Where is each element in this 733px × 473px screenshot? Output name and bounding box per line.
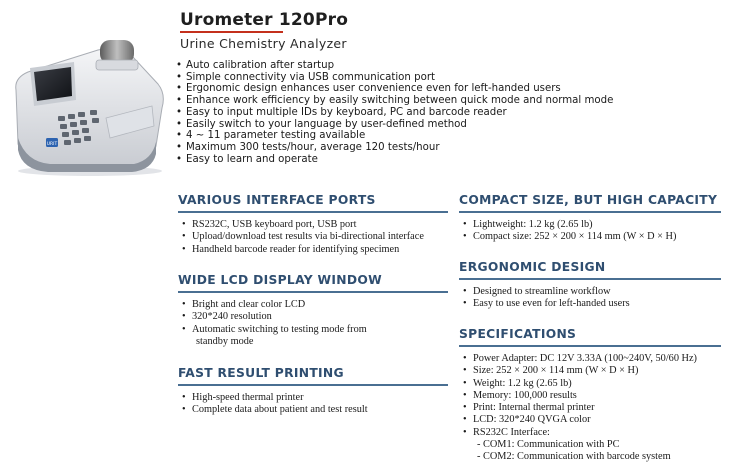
- section-specifications: [459, 327, 721, 464]
- product-subtitle: Urine Chemistry Analyzer: [180, 36, 347, 51]
- section-divider: [459, 278, 721, 280]
- section-heading: WIDE LCD DISPLAY WINDOW: [178, 273, 382, 287]
- product-title: Urometer 120Pro: [180, 10, 349, 30]
- list-item: • Memory: 100,000 results: [459, 390, 721, 402]
- list-item: • LCD: 320*240 QVGA color: [459, 414, 721, 426]
- feature-item: • Easily switch to your language by user-defined method: [176, 119, 613, 131]
- section-divider: [178, 211, 448, 213]
- list-item-continuation: standby mode: [196, 335, 254, 347]
- list-item: • Automatic switching to testing mode from: [178, 324, 448, 336]
- section-compact-size: [459, 193, 721, 244]
- feature-list: [176, 60, 613, 165]
- section-interface-ports: [178, 193, 448, 256]
- section-divider: [178, 384, 448, 386]
- section-divider: [459, 345, 721, 347]
- feature-item: • Easy to learn and operate: [176, 154, 613, 166]
- list-item: • Upload/download test results via bi-directional interface: [178, 231, 448, 243]
- list-item: • Designed to streamline workflow: [459, 286, 721, 298]
- section-ergonomic-design: [459, 260, 721, 311]
- section-heading: ERGONOMIC DESIGN: [459, 260, 606, 274]
- title-underline: [180, 31, 283, 33]
- list-item: • Compact size: 252 × 200 × 114 mm (W × D × H): [459, 231, 721, 243]
- list-item: • RS232C, USB keyboard port, USB port: [178, 219, 448, 231]
- list-item: • Power Adapter: DC 12V 3.33A (100~240V, 50/60 Hz): [459, 353, 721, 365]
- list-item: • RS232C Interface:: [459, 427, 721, 439]
- list-item: • Complete data about patient and test result: [178, 404, 448, 416]
- section-lcd-display: [178, 273, 448, 348]
- list-item: • 320*240 resolution: [178, 311, 448, 323]
- list-item: • Lightweight: 1.2 kg (2.65 lb): [459, 219, 721, 231]
- list-item: • Bright and clear color LCD: [178, 299, 448, 311]
- section-heading: SPECIFICATIONS: [459, 327, 577, 341]
- feature-item: • Auto calibration after startup: [176, 60, 613, 72]
- feature-item: • Enhance work efficiency by easily switching between quick mode and normal mode: [176, 95, 613, 107]
- lcd-screen: [34, 67, 72, 101]
- list-item: • Handheld barcode reader for identifying specimen: [178, 244, 448, 256]
- list-item: • Easy to use even for left-handed users: [459, 298, 721, 310]
- section-fast-printing: [178, 366, 448, 417]
- brand-badge-text: URIT: [46, 142, 58, 147]
- list-item: • Size: 252 × 200 × 114 mm (W × D × H): [459, 365, 721, 377]
- section-heading: FAST RESULT PRINTING: [178, 366, 344, 380]
- feature-item: • Easy to input multiple IDs by keyboard, PC and barcode reader: [176, 107, 613, 119]
- feature-item: • Simple connectivity via USB communication port: [176, 72, 613, 84]
- section-divider: [459, 211, 721, 213]
- section-divider: [178, 291, 448, 293]
- section-heading: COMPACT SIZE, BUT HIGH CAPACITY: [459, 193, 718, 207]
- list-item: • Weight: 1.2 kg (2.65 lb): [459, 378, 721, 390]
- analyzer-device-image: [6, 26, 168, 178]
- section-heading: VARIOUS INTERFACE PORTS: [178, 193, 376, 207]
- list-item: • Print: Internal thermal printer: [459, 402, 721, 414]
- feature-item: • 4 ~ 11 parameter testing available: [176, 130, 613, 142]
- feature-item: • Ergonomic design enhances user convenience even for left-handed users: [176, 83, 613, 95]
- list-sub-item: - COM2: Communication with barcode system: [477, 451, 671, 463]
- list-sub-item: - COM1: Communication with PC: [477, 439, 620, 451]
- list-item: • High-speed thermal printer: [178, 392, 448, 404]
- feature-item: • Maximum 300 tests/hour, average 120 tests/hour: [176, 142, 613, 154]
